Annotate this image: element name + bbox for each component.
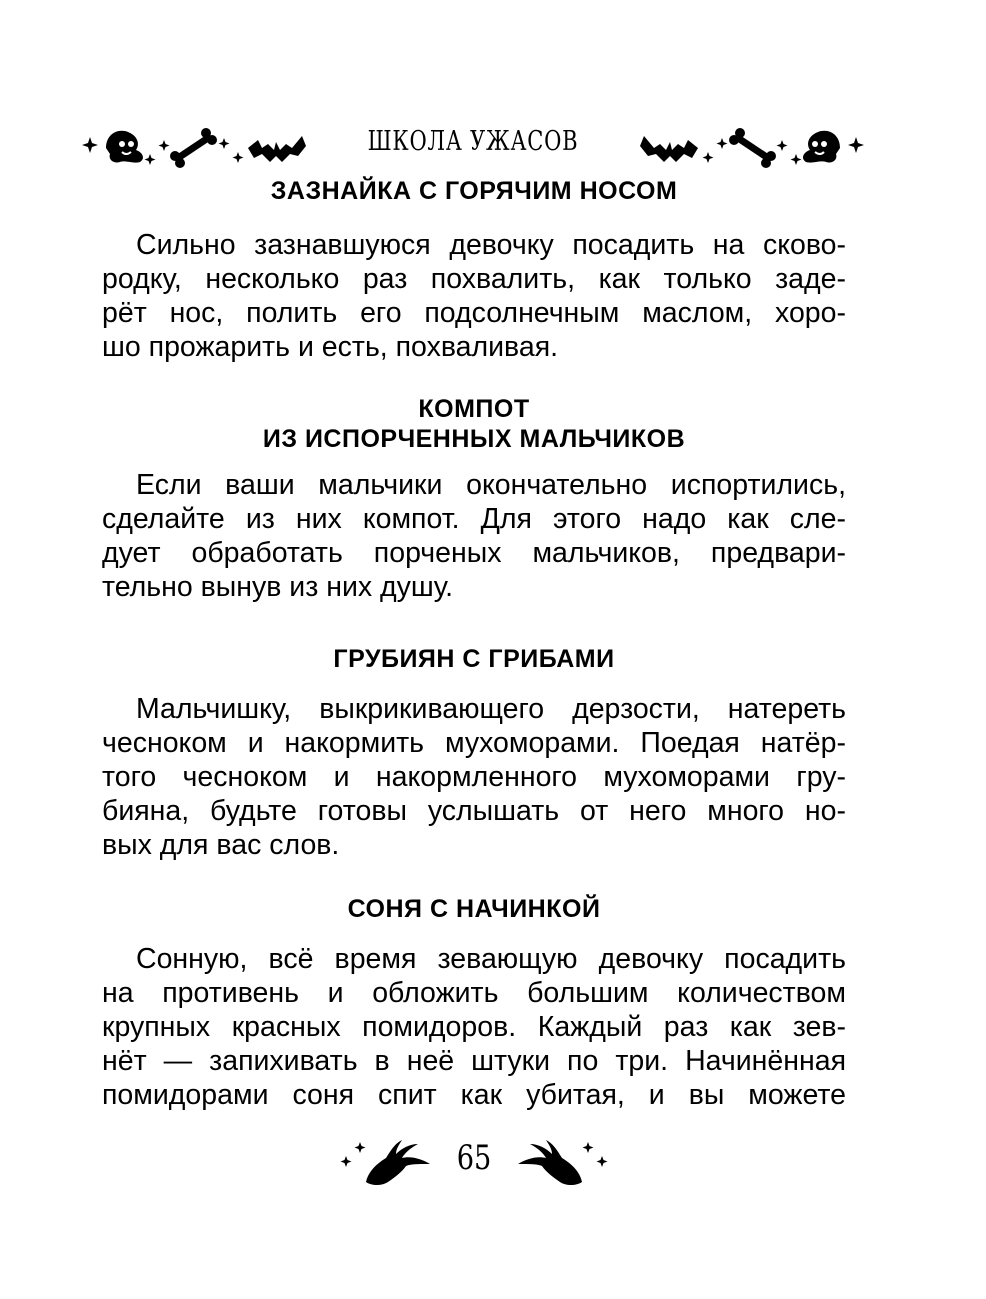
text-line: родку, несколько раз похвалить, как только заде- (102, 263, 846, 295)
section-body (102, 468, 846, 604)
sparkle-icon (341, 1142, 366, 1167)
ghost-icon (803, 131, 840, 163)
section-title-line: КОМПОТ (418, 395, 530, 423)
text-line: шо прожарить и есть, похваливая. (102, 331, 559, 363)
bone-icon (729, 128, 776, 168)
bat-icon (640, 136, 698, 162)
text-line: вых для вас слов. (102, 829, 340, 861)
text-line: чесноком и накормить мухоморами. Поедая натёр- (102, 727, 846, 759)
sparkle-icon (82, 137, 98, 153)
section-title (102, 394, 846, 454)
page-number: 65 (456, 1138, 492, 1178)
text-line: того чесноком и накормленного мухоморами гру- (102, 761, 846, 793)
text-line: помидорами соня спит как убитая, и вы можете (102, 1079, 846, 1111)
text-line: Если ваши мальчики окончательно испортились, (136, 469, 846, 501)
text-line: Мальчишку, выкрикивающего дерзости, натереть (136, 693, 846, 725)
section-body (102, 942, 846, 1112)
text-line: крупных красных помидоров. Каждый раз как зев- (102, 1011, 846, 1043)
text-line: Сонную, всё время зевающую девочку посадить (136, 943, 846, 975)
recipe-section (102, 644, 846, 862)
section-body (102, 228, 846, 364)
sparkle-icon (848, 137, 864, 153)
text-line: тельно вынув из них душу. (102, 571, 454, 603)
section-title-line: ЗАЗНАЙКА С ГОРЯЧИМ НОСОМ (270, 177, 678, 205)
recipe-section (102, 394, 846, 604)
section-title (102, 894, 846, 924)
sparkle-icon (583, 1142, 608, 1167)
recipe-section (102, 176, 846, 364)
running-head (78, 118, 868, 172)
section-title (102, 176, 846, 206)
text-line: на противень и обложить большим количеством (102, 977, 846, 1009)
sparkle-icon (777, 140, 802, 165)
text-line: Сильно зазнавшуюся девочку посадить на сково- (136, 229, 846, 261)
text-line: бияна, будьте готовы услышать от него много но- (102, 795, 846, 827)
section-body (102, 692, 846, 862)
running-head-title: ШКОЛА УЖАСОВ (367, 126, 579, 157)
section-title-line: ГРУБИЯН С ГРИБАМИ (333, 645, 615, 673)
running-head-ornament-right (628, 118, 868, 172)
section-title (102, 644, 846, 674)
section-title-line: СОНЯ С НАЧИНКОЙ (347, 895, 601, 923)
claw-hand-icon (518, 1140, 582, 1185)
ghost-icon (106, 131, 143, 163)
text-line: рёт нос, полить его подсолнечным маслом, хоро- (102, 297, 846, 329)
section-title-line: ИЗ ИСПОРЧЕННЫХ МАЛЬЧИКОВ (262, 425, 686, 453)
text-line: сделайте из них компот. Для этого надо как сле- (102, 503, 846, 535)
folio (336, 1128, 612, 1190)
folio-ornament-right (512, 1128, 612, 1190)
recipe-section (102, 894, 846, 1112)
text-line: дует обработать порченых мальчиков, предвари- (102, 537, 846, 569)
text-line: нёт — запихивать в неё штуки по три. Начинённая (102, 1045, 846, 1077)
sparkle-icon (703, 138, 728, 163)
